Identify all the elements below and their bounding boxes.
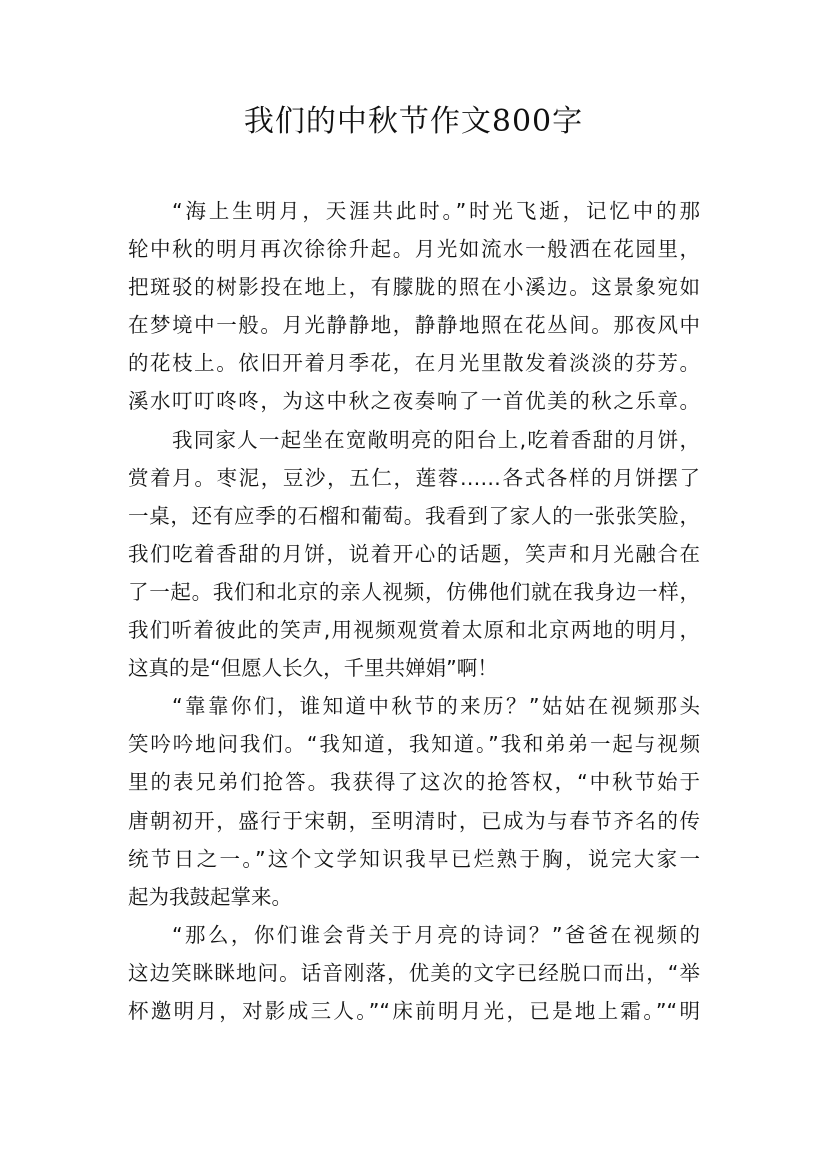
text-line: 统节日之一。”这个文学知识我早已烂熟于胸，说完大家一 bbox=[128, 846, 700, 871]
text-line: 这真的是“但愿人长久，千里共婵娟”啊！ bbox=[128, 656, 498, 681]
text-line: 这边笑眯眯地问。话音刚落，优美的文字已经脱口而出，“举 bbox=[128, 960, 700, 985]
text-line: 赏着月。枣泥，豆沙，五仁，莲蓉……各式各样的月饼摆了 bbox=[128, 465, 700, 490]
text-line: 了一起。我们和北京的亲人视频，仿佛他们就在我身边一样， bbox=[128, 579, 700, 604]
text-line: “那么，你们谁会背关于月亮的诗词？”爸爸在视频的 bbox=[172, 922, 700, 947]
text-line: 我们吃着香甜的月饼，说着开心的话题，笑声和月光融合在 bbox=[128, 541, 700, 566]
text-line: 我同家人一起坐在宽敞明亮的阳台上,吃着香甜的月饼， bbox=[172, 427, 700, 452]
text-line: 里的表兄弟们抢答。我获得了这次的抢答权，“中秋节始于 bbox=[128, 770, 700, 795]
text-line: 轮中秋的明月再次徐徐升起。月光如流水一般洒在花园里， bbox=[128, 237, 700, 262]
text-line: 的花枝上。依旧开着月季花，在月光里散发着淡淡的芬芳。 bbox=[128, 351, 700, 376]
document-body bbox=[128, 192, 700, 1030]
text-line: 在梦境中一般。月光静静地，静静地照在花丛间。那夜风中 bbox=[128, 313, 700, 338]
text-line: “海上生明月，天涯共此时。”时光飞逝，记忆中的那 bbox=[172, 199, 700, 223]
text-line: 把斑驳的树影投在地上，有朦胧的照在小溪边。这景象宛如 bbox=[128, 275, 700, 300]
text-line: 笑吟吟地问我们。“我知道，我知道。”我和弟弟一起与视频 bbox=[128, 732, 700, 757]
text-line: 起为我鼓起掌来。 bbox=[128, 884, 292, 909]
text-line: 溪水叮叮咚咚，为这中秋之夜奏响了一首优美的秋之乐章。 bbox=[128, 389, 700, 414]
document-title: 我们的中秋节作文800字 bbox=[243, 104, 584, 139]
text-line: “靠靠你们，谁知道中秋节的来历？”姑姑在视频那头 bbox=[172, 694, 700, 719]
text-line: 杯邀明月，对影成三人。”“床前明月光，已是地上霜。”“明 bbox=[128, 998, 700, 1023]
text-line: 一桌，还有应季的石榴和葡萄。我看到了家人的一张张笑脸， bbox=[128, 503, 700, 528]
text-line: 唐朝初开，盛行于宋朝，至明清时，已成为与春节齐名的传 bbox=[128, 808, 700, 833]
text-line: 我们听着彼此的笑声,用视频观赏着太原和北京两地的明月， bbox=[128, 618, 700, 643]
